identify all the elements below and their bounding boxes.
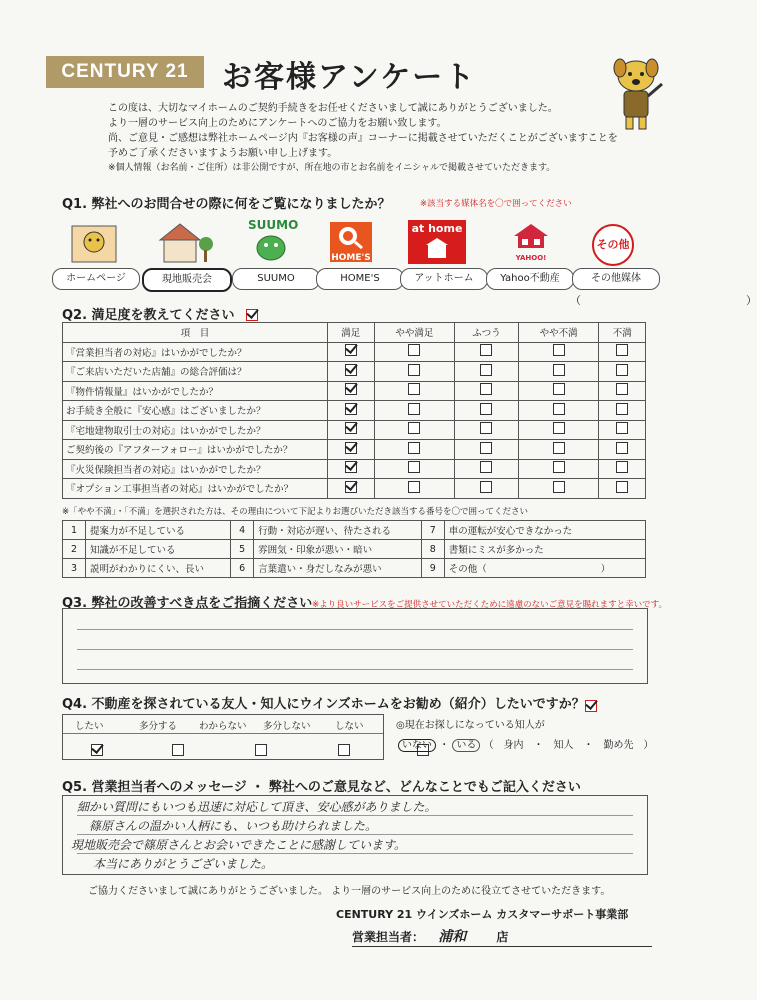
checkbox[interactable] (408, 344, 420, 356)
handwritten-line-1: 細かい質問にもいつも迅速に対応して頂き、安心感がありました。 (77, 800, 437, 814)
checkbox[interactable] (616, 364, 628, 376)
checkbox[interactable] (408, 481, 420, 493)
acquaintance-none[interactable]: いない (398, 739, 436, 752)
satisfaction-table (62, 322, 646, 499)
thanks-text: ご協力くださいまして誠にありがとうございました。 より一層のサービス向上のために役立てさせていただきます。 (88, 886, 611, 897)
handwritten-line-4: 本当にありがとうございました。 (93, 857, 274, 871)
media-onsite-sale[interactable]: 現地販売会 (142, 268, 232, 292)
row-label: ご契約後の『アフターフォロー』はいかがでしたか？ (63, 440, 328, 460)
row-label: 『物件情報量』はいかがでしたか？ (63, 381, 328, 401)
media-homes[interactable]: HOME'S (316, 268, 404, 290)
q4-answered-mark (585, 700, 597, 712)
checkbox[interactable] (480, 383, 492, 395)
checkbox[interactable] (345, 344, 357, 356)
table-row (63, 381, 646, 401)
checkbox[interactable] (553, 403, 565, 415)
media-athome[interactable]: アットホーム (400, 268, 488, 290)
table-row (63, 342, 646, 362)
other-media-paren: （ ） (570, 294, 757, 307)
checkbox[interactable] (553, 461, 565, 473)
media-yahoo[interactable]: Yahoo不動産 (486, 268, 574, 290)
table-row: 1 提案力が不足している 4 行動・対応が遅い、待たされる 7 車の運転が安心できなかった (63, 521, 646, 540)
checkbox[interactable] (480, 403, 492, 415)
checkbox[interactable] (553, 442, 565, 454)
checkbox[interactable] (345, 383, 357, 395)
col-dissatisfied: 不満 (599, 323, 646, 343)
checkbox[interactable] (616, 422, 628, 434)
checkbox[interactable] (480, 344, 492, 356)
q2-title: Q2. 満足度を教えてください (62, 308, 235, 323)
checkbox[interactable] (408, 403, 420, 415)
company-name: CENTURY 21 ウインズホーム カスタマーサポート事業部 (336, 908, 629, 921)
col-satisfied: 満足 (328, 323, 375, 343)
q2-answered-mark (246, 309, 258, 321)
rep-field[interactable]: 営業担当者： 浦和 店 (352, 926, 652, 947)
recommend-checkbox-unsure[interactable] (255, 744, 267, 756)
checkbox[interactable] (553, 481, 565, 493)
table-row: 3 説明がわかりにくい、長い 6 言葉遣い・身だしなみが悪い 9 その他（ ） (63, 559, 646, 578)
intro-text: この度は、大切なマイホームのご契約手続きをお任せくださいまして誠にありがとうございました。 より一層のサービス向上のためにアンケートへのご協力をお願い致します。 尚、ご意見・ご感想は弊社ホームページ内『お客様の声』コーナーに掲載させていただくことがございますことを 予めご了承くださいますようお願い申し上げます。 ※個人情報（お名前・ご住所）は非公開ですが、所在地の市とお名前をイニシャルで掲載させていただきます。 (108, 103, 618, 173)
col-neutral: ふつう (455, 323, 519, 343)
row-label: 『営業担当者の対応』はいかがでしたか？ (63, 342, 328, 362)
q3-note: ※より良いサービスをご提供させていただくために遠慮のないご意見を賜れますと幸いです。 (312, 600, 667, 610)
handwritten-line-3: 現地販売会で篠原さんとお会いできたことに感謝しています。 (71, 838, 407, 852)
table-row (63, 459, 646, 479)
checkbox[interactable] (616, 481, 628, 493)
other-media-icon: その他 (592, 224, 634, 266)
q5-title: Q5. 営業担当者へのメッセージ ・ 弊社へのご意見など、どんなことでもご記入ください (62, 780, 581, 795)
checkbox[interactable] (616, 344, 628, 356)
century21-logo: CENTURY 21 (46, 56, 204, 88)
q4-title: Q4. 不動産を探されている友人・知人にウインズホームをお勧め（紹介）したいですか？ (62, 697, 585, 712)
row-label: 『宅地建物取引士の対応』はいかがでしたか？ (63, 420, 328, 440)
checkbox[interactable] (616, 403, 628, 415)
house-mascot-icon (68, 222, 120, 266)
table-row (63, 362, 646, 382)
checkbox[interactable] (408, 383, 420, 395)
col-somewhat-dissatisfied: やや不満 (518, 323, 599, 343)
family-house-icon (154, 220, 214, 266)
table-row (63, 479, 646, 499)
row-label: 『火災保険担当者の対応』はいかがでしたか？ (63, 459, 328, 479)
ruled-line (77, 629, 633, 630)
checkbox[interactable] (616, 442, 628, 454)
table-row (63, 420, 646, 440)
ruled-line (77, 649, 633, 650)
row-label: 『オプション工事担当者の対応』はいかがでしたか？ (63, 479, 328, 499)
checkbox[interactable] (553, 364, 565, 376)
q1-note: ※該当する媒体名を〇で囲ってください (420, 199, 572, 209)
checkbox[interactable] (553, 422, 565, 434)
checkbox[interactable] (408, 442, 420, 454)
checkbox[interactable] (408, 364, 420, 376)
checkbox[interactable] (616, 461, 628, 473)
acquaintance-yes[interactable]: いる (452, 739, 480, 752)
checkbox[interactable] (480, 461, 492, 473)
checkbox[interactable] (345, 481, 357, 493)
checkbox[interactable] (408, 461, 420, 473)
recommend-checkbox-probably[interactable] (172, 744, 184, 756)
suumo-logo: SUUMO (248, 218, 294, 264)
col-somewhat-satisfied: やや満足 (374, 323, 455, 343)
recommend-checkbox-probably-not[interactable] (338, 744, 350, 756)
page-title: お客様アンケート (222, 60, 477, 95)
checkbox[interactable] (408, 422, 420, 434)
checkbox[interactable] (480, 442, 492, 454)
checkbox[interactable] (480, 364, 492, 376)
q4-options: したい 多分する わからない 多分しない しない (62, 714, 384, 760)
checkbox[interactable] (345, 442, 357, 454)
reason-note: ※「やや不満」・「不満」を選択された方は、その理由について下記よりお選びいただき該当する番号を〇で囲ってください (62, 507, 528, 517)
media-homepage[interactable]: ホームページ (52, 268, 140, 290)
checkbox[interactable] (480, 481, 492, 493)
checkbox[interactable] (345, 422, 357, 434)
q3-title: Q3. 弊社の改善すべき点をご指摘ください (62, 596, 313, 611)
row-label: お手続き全般に『安心感』はございましたか？ (63, 401, 328, 421)
acquaintance-row: いない ・ いる （ 身内 ・ 知人 ・ 勤め先 ） (398, 736, 654, 751)
media-suumo[interactable]: SUUMO (232, 268, 320, 290)
q1-title: Q1. 弊社へのお問合せの際に何をご覧になりましたか？ (62, 197, 391, 212)
athome-logo: at home (408, 220, 466, 264)
q3-answer-area[interactable] (62, 608, 648, 684)
media-other[interactable]: その他媒体 (572, 268, 660, 290)
homes-logo: HOME'S (330, 222, 372, 262)
checkbox[interactable] (616, 383, 628, 395)
row-label: 『ご来店いただいた店舗』の総合評価は？ (63, 362, 328, 382)
q5-answer-area[interactable] (62, 795, 648, 875)
reasons-table (62, 520, 646, 578)
acquaintance-label: ◎現在お探しになっている知人が (396, 720, 545, 731)
recommend-checkbox-yes[interactable] (91, 744, 103, 756)
checkbox[interactable] (553, 383, 565, 395)
checkbox[interactable] (345, 364, 357, 376)
checkbox[interactable] (553, 344, 565, 356)
col-item: 項 目 (63, 323, 328, 343)
table-row (63, 440, 646, 460)
checkbox[interactable] (345, 403, 357, 415)
checkbox[interactable] (345, 461, 357, 473)
table-row: 2 知識が不足している 5 雰囲気・印象が悪い・暗い 8 書類にミスが多かった (63, 540, 646, 559)
table-row (63, 401, 646, 421)
handwritten-line-2: 篠原さんの温かい人柄にも、いつも助けられました。 (89, 819, 378, 833)
yahoo-realestate-logo: YAHOO! (508, 222, 554, 264)
checkbox[interactable] (480, 422, 492, 434)
ruled-line (77, 669, 633, 670)
